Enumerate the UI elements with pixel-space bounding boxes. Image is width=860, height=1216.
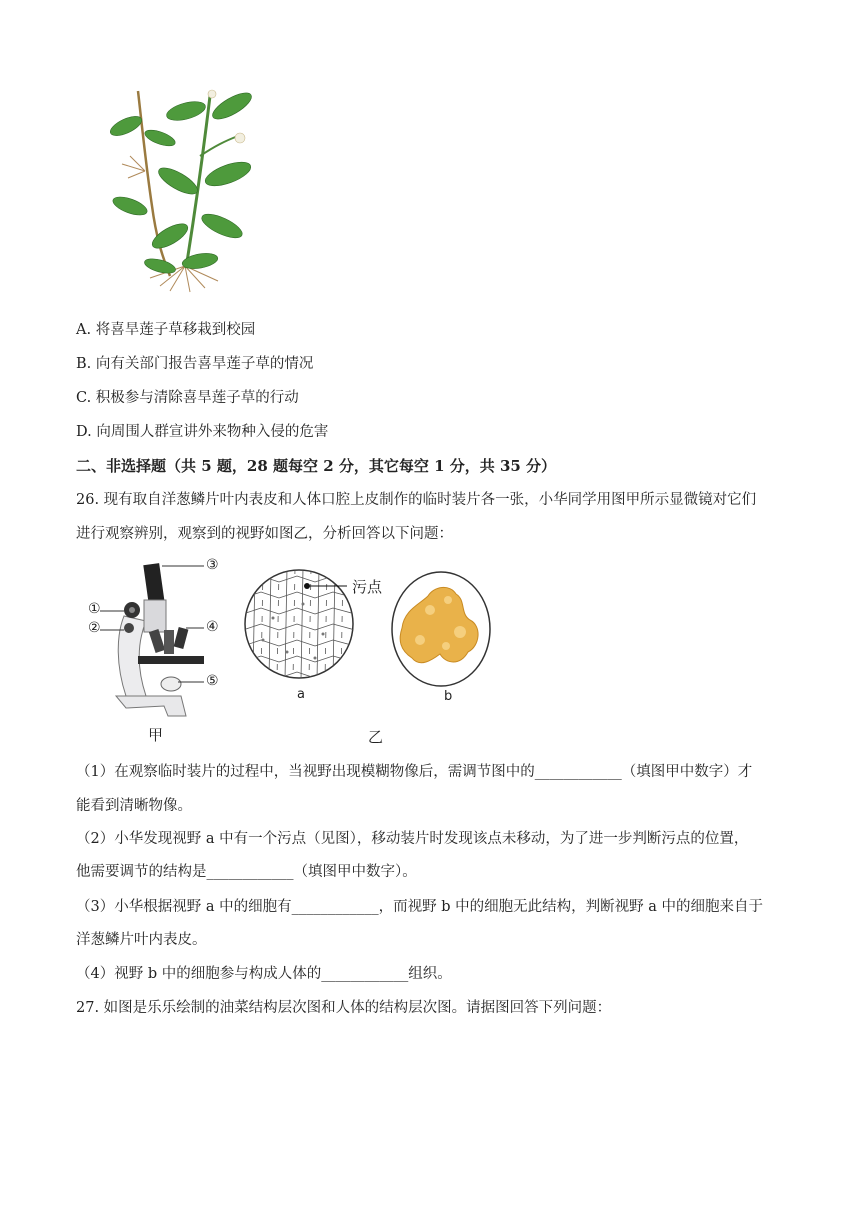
view-a-label: a	[297, 687, 305, 702]
view-b-cheek-cells	[390, 570, 492, 688]
marker-5: ⑤	[206, 673, 219, 689]
q26-sub1-line2: 能看到清晰物像。	[76, 798, 192, 814]
label-yi: 乙	[368, 728, 384, 746]
q26-sub4: （4）视野 b 中的细胞参与构成人体的____________组织。	[76, 966, 452, 982]
q26-sub2-line2: 他需要调节的结构是____________（填图甲中数字）。	[76, 864, 417, 880]
wudian-label: 污点	[352, 578, 383, 596]
label-jia: 甲	[148, 726, 164, 744]
q26-stem-line2: 进行观察辨别，观察到的视野如图乙，分析回答以下问题：	[76, 526, 453, 542]
marker-3: ③	[206, 557, 219, 573]
q26-sub2-line1: （2）小华发现视野 a 中有一个污点（见图），移动装片时发现该点未移动，为了进一步判断污点的位置，	[76, 831, 749, 847]
microscope-figure	[86, 556, 236, 726]
q26-sub3-line1: （3）小华根据视野 a 中的细胞有____________，而视野 b 中的细胞无此结构，判断视野 a 中的细胞来自于	[76, 899, 763, 915]
option-b: B. 向有关部门报告喜旱莲子草的情况	[76, 356, 314, 372]
view-a-onion-cells	[243, 568, 355, 680]
option-a: A. 将喜旱莲子草移栽到校园	[76, 322, 256, 338]
option-c: C. 积极参与清除喜旱莲子草的行动	[76, 390, 299, 406]
view-b-label: b	[444, 689, 453, 704]
marker-2: ②	[88, 620, 101, 636]
q26-sub3-line2: 洋葱鳞片叶内表皮。	[76, 932, 207, 948]
marker-4: ④	[206, 619, 219, 635]
marker-1: ①	[88, 601, 101, 617]
q26-sub1-line1: （1）在观察临时装片的过程中，当视野出现模糊物像后，需调节图中的____________（填图甲中数字）才	[76, 764, 753, 780]
option-d: D. 向周围人群宣讲外来物种入侵的危害	[76, 424, 329, 440]
q26-stem-line1: 26. 现有取自洋葱鳞片叶内表皮和人体口腔上皮制作的临时装片各一张，小华同学用图甲所示显微镜对它们	[76, 492, 757, 508]
q27-stem: 27. 如图是乐乐绘制的油菜结构层次图和人体的结构层次图。请据图回答下列问题：	[76, 1000, 612, 1016]
plant-illustration	[100, 86, 265, 296]
section-title: 二、非选择题（共 5 题，28 题每空 2 分，其它每空 1 分，共 35 分）	[76, 457, 557, 475]
